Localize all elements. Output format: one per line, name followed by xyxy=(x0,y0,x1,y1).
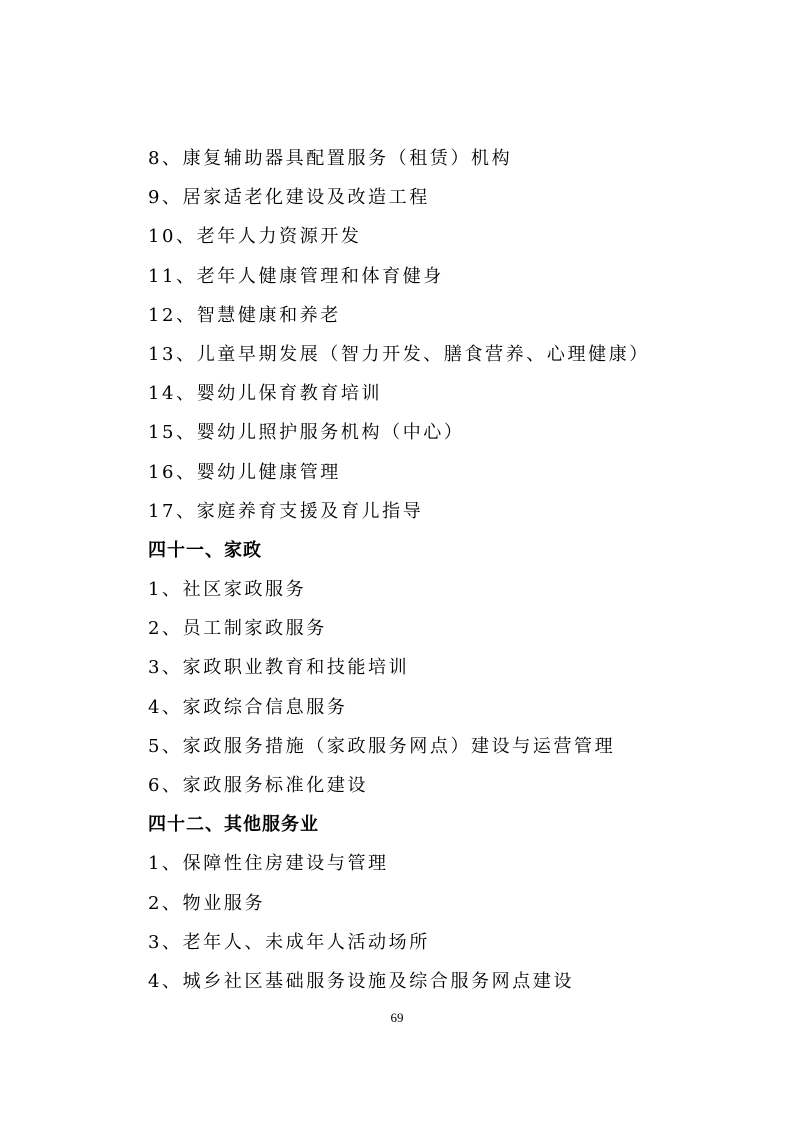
list-item-42-2: 2、物业服务 xyxy=(148,892,266,914)
list-item-15: 15、婴幼儿照护服务机构（中心） xyxy=(148,422,465,444)
list-item-41-1: 1、社区家政服务 xyxy=(148,579,307,601)
list-item-9: 9、居家适老化建设及改造工程 xyxy=(148,187,430,209)
list-item-42-4: 4、城乡社区基础服务设施及综合服务网点建设 xyxy=(148,970,575,992)
section-heading-41: 四十一、家政 xyxy=(148,539,262,561)
list-item-17: 17、家庭养育支援及育儿指导 xyxy=(148,500,424,522)
list-item-41-3: 3、家政职业教育和技能培训 xyxy=(148,657,410,679)
list-item-12: 12、智慧健康和养老 xyxy=(148,304,341,326)
list-item-16: 16、婴幼儿健康管理 xyxy=(148,461,341,483)
page-number: 69 xyxy=(390,1010,404,1025)
list-item-42-1: 1、保障性住房建设与管理 xyxy=(148,853,389,875)
list-item-41-5: 5、家政服务措施（家政服务网点）建设与运营管理 xyxy=(148,735,616,757)
list-item-14: 14、婴幼儿保育教育培训 xyxy=(148,383,383,405)
list-item-41-6: 6、家政服务标准化建设 xyxy=(148,775,369,796)
list-item-41-2: 2、员工制家政服务 xyxy=(148,618,327,640)
list-item-41-4: 4、家政综合信息服务 xyxy=(148,696,348,718)
section-heading-42: 四十二、其他服务业 xyxy=(148,814,319,836)
list-item-42-3: 3、老年人、未成年人活动场所 xyxy=(148,931,430,953)
page-content xyxy=(148,139,708,1001)
list-item-10: 10、老年人力资源开发 xyxy=(148,226,362,248)
list-item-8: 8、康复辅助器具配置服务（租赁）机构 xyxy=(148,148,513,169)
list-item-11: 11、老年人健康管理和体育健身 xyxy=(148,265,444,287)
list-item-13: 13、儿童早期发展（智力开发、膳食营养、心理健康） xyxy=(148,343,650,365)
